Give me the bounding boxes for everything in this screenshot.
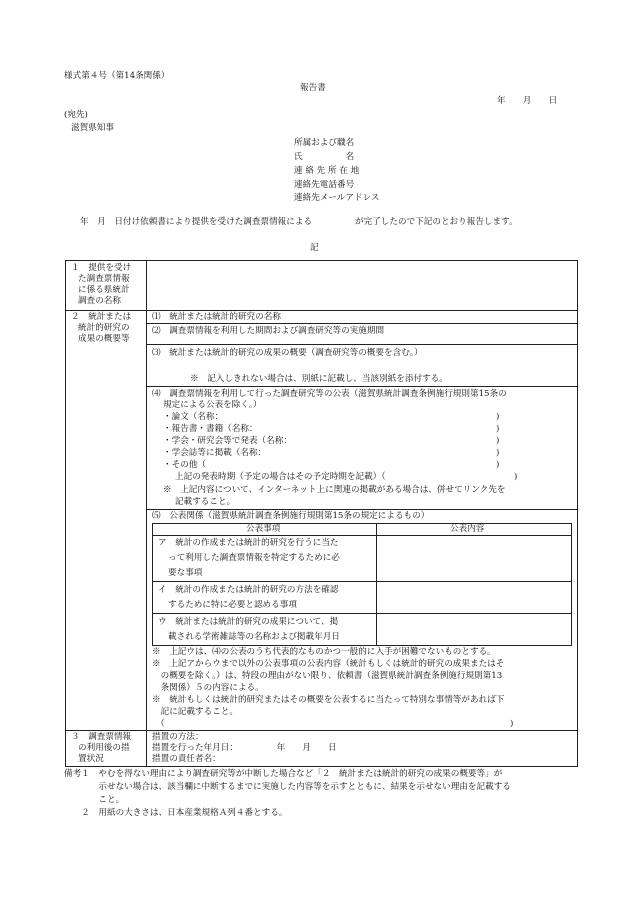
s4-paren-1: ): [496, 412, 500, 422]
s4-item-other: ・その他（: [163, 460, 206, 470]
row3-responsible: 措置の責任者名：: [152, 754, 221, 764]
s4-paren-4: ): [496, 448, 500, 458]
s5-row-i-line1: イ 統計の作成または統計的研究の方法を確認: [158, 585, 339, 595]
row3-label-line3: 置状況: [78, 754, 104, 764]
reporter-email: 連絡先メールアドレス: [294, 193, 380, 203]
s5-note-5: ※ 統計もしくは統計的研究またはその概要を公表するに当たって特別な事情等があれば下: [152, 695, 505, 705]
form-number: 様式第４号（第14条関係）: [64, 71, 170, 81]
s4-paren-3: ): [496, 436, 500, 446]
row1-label-line3: に係る県統計: [78, 285, 130, 295]
row3-label-line1: ３ 調査票情報: [71, 732, 132, 742]
s5-row-u-line1: ウ 統計または統計的研究の成果について、掲: [158, 617, 339, 627]
intro-text: 年 月 日付け依頼書により提供を受けた調査票情報による が完了したので下記のとおり報告します。: [80, 217, 518, 227]
s5-head-item: 公表事項: [246, 524, 281, 534]
section5-title: ⑸ 公表関係（滋賀県統計調査条例施行規則第15条の規定によるもの）: [152, 511, 430, 521]
section4-title-line1: ⑷ 調査票情報を利用して行った調査研究等の公表（滋賀県統計調査条例施行規則第15条の: [152, 389, 507, 399]
row3-method: 措置の方法：: [152, 732, 204, 742]
s4-date-line: 上記の発表時期（予定の場合はその予定時期を記載）（: [175, 472, 386, 482]
s5-note-4: 条関係）５の内容による。: [152, 683, 264, 693]
s5-note-3: の概要を除く。）は、特段の理由がない限り、依頼書（滋賀県統計調査条例施行規則第13: [152, 671, 503, 681]
s4-paren-2: ): [496, 424, 500, 434]
row1-label-line1: １ 提供を受け: [71, 263, 132, 273]
row1-label-line2: た調査票情報: [78, 274, 130, 284]
s4-item-conference: ・学会・研究会等で発表（名称：: [163, 436, 292, 446]
ki-heading: 記: [310, 243, 319, 253]
reporter-affiliation: 所属および職名: [294, 138, 355, 148]
remark-line4: ２ 用紙の大きさは、日本産業規格Ａ列４番とする。: [64, 808, 288, 818]
section2-title: ⑵ 調査票情報を利用した期間および調査研究等の実施期間: [152, 326, 385, 336]
s5-row-i-line2: するために特に必要と認める事項: [168, 600, 297, 610]
remark-line1: 備考１ やむを得ない理由により調査研究等が中断した場合など「２ 統計または統計的研究の成果の概要等」が: [64, 769, 503, 779]
s5-row-a-line2: って利用した調査票情報を特定するために必: [168, 553, 340, 563]
date-line: 年 月 日: [497, 96, 558, 106]
reporter-phone: 連絡先電話番号: [294, 180, 355, 190]
s4-item-paper: ・論文（名称：: [163, 412, 224, 422]
remark-line3: こと。: [64, 795, 125, 805]
s5-note-6: 記に記載すること。: [152, 707, 238, 717]
s4-paren-5: ): [496, 460, 500, 470]
s5-open-paren: （: [156, 719, 165, 729]
row3-label-line2: の利用後の措: [78, 743, 130, 753]
s5-row-a-line1: ア 統計の作成または統計的研究を行うに当た: [158, 538, 339, 548]
s5-close-paren: ): [510, 719, 514, 729]
remark-line2: 示せない場合は、該当欄に中断するまでに実施した内容等を示すとともに、結果を示せない理由を記載する: [64, 782, 511, 792]
s4-item-journal: ・学会誌等に掲載（名称：: [163, 448, 267, 458]
s5-row-u-line2: 載される学術雑誌等の名称および掲載年月日: [168, 632, 340, 642]
row2-label-line2: 統計的研究の: [78, 323, 130, 333]
addressee-label: (宛先): [64, 110, 88, 120]
s4-note-line1: ※ 上記内容について、インターネット上に関連の掲載がある場合は、併せてリンク先を: [163, 485, 506, 495]
section3-note: ※ 記入しきれない場合は、別紙に記載し、当該別紙を添付する。: [190, 374, 448, 384]
row2-label-line1: ２ 統計または: [71, 312, 132, 322]
s4-item-report: ・報告書・書籍（名称：: [163, 424, 258, 434]
s4-note-line2: 記載すること。: [175, 497, 236, 507]
reporter-address: 連 絡 先 所 在 地: [294, 166, 360, 176]
s5-note-2: ※ 上記アからウまで以外の公表事項の公表内容（統計もしくは統計的研究の成果またはそ: [152, 659, 505, 669]
s5-note-1: ※ 上記ウは、⑷の公表のうち代表的なものかつ一般的に入手が困難でないものとする。: [152, 647, 496, 657]
reporter-name: 氏 名: [294, 152, 355, 162]
addressee-name: 滋賀県知事: [71, 123, 114, 133]
s5-head-content: 公表内容: [450, 524, 485, 534]
row2-label-line3: 成果の概要等: [78, 334, 130, 344]
row1-label-line4: 調査の名称: [78, 296, 121, 306]
row3-date: 措置を行った年月日： 年 月 日: [152, 743, 337, 753]
s5-row-a-line3: 要な事項: [168, 568, 203, 578]
section4-title-line2: 規定による公表を除く。）: [163, 400, 262, 410]
section1-title: ⑴ 統計または統計的研究の名称: [152, 312, 281, 322]
s4-paren-6: ): [514, 472, 518, 482]
section3-title: ⑶ 統計または統計的研究の成果の概要（調査研究等の概要を含む。）: [152, 348, 423, 358]
document-title: 報告書: [300, 83, 326, 93]
